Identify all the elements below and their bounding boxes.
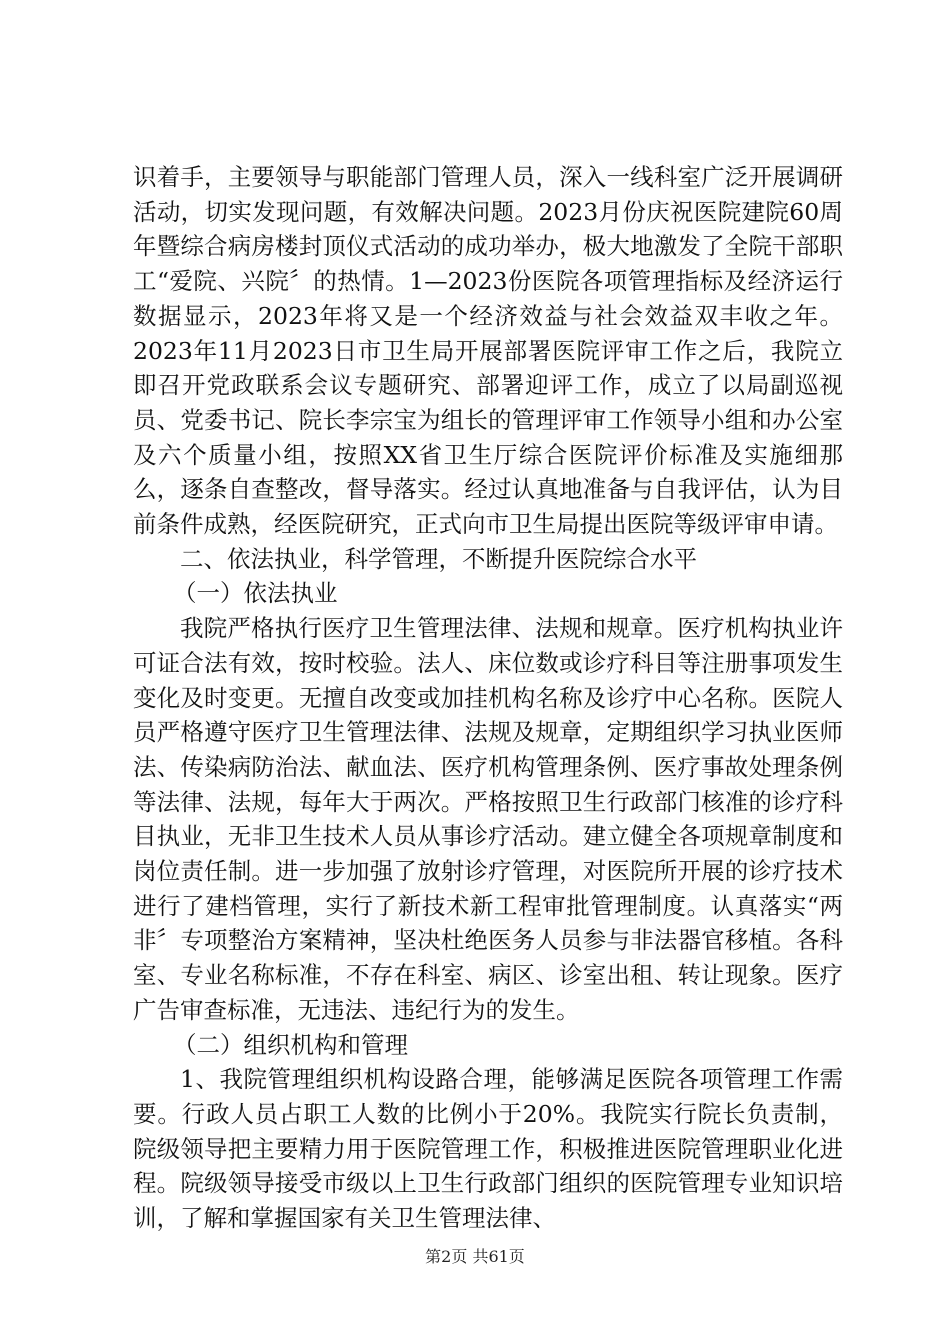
document-body bbox=[133, 160, 843, 1236]
subsection-heading-1: （一）依法执业 bbox=[173, 579, 338, 608]
page-footer: 第2页 共61页 bbox=[425, 1247, 525, 1266]
paragraph-legal-practice: 我院严格执行医疗卫生管理法律、法规和规章。医疗机构执业许可证合法有效，按时校验。法人、床位数或诊疗科目等注册事项发生变化及时变更。无擅自改变或加挂机构名称及诊疗中心名称。医院人员严格遵守医疗卫生管理法律、法规及规章，定期组织学习执业医师法、传染病防治法、献血法、医疗机构管理条例、医疗事故处理条例等法律、法规，每年大于两次。严格按照卫生行政部门核准的诊疗科目执业，无非卫生技术人员从事诊疗活动。建立健全各项规章制度和岗位责任制。进一步加强了放射诊疗管理，对医院所开展的诊疗技术进行了建档管理，实行了新技术新工程审批管理制度。认真落实“两非〞专项整治方案精神，坚决杜绝医务人员参与非法器官移植。各科室、专业名称标准，不存在科室、病区、诊室出租、转让现象。医疗广告审查标准，无违法、违纪行为的发生。 bbox=[133, 614, 843, 1024]
section-heading-2: 二、依法执业，科学管理，不断提升医院综合水平 bbox=[180, 544, 697, 573]
paragraph-intro: 识着手，主要领导与职能部门管理人员，深入一线科室广泛开展调研活动，切实发现问题，有效解决问题。2023月份庆祝医院建院60周年暨综合病房楼封顶仪式活动的成功举办，极大地激发了全院干部职工“爱院、兴院〞的热情。1—2023份医院各项管理指标及经济运行数据显示，2023年将又是一个经济效益与社会效益双丰收之年。2023年11月2023日市卫生局开展部署医院评审工作之后，我院立即召开党政联系会议专题研究、部署迎评工作，成立了以局副巡视员、党委书记、院长李宗宝为组长的管理评审工作领导小组和办公室及六个质量小组，按照XX省卫生厅综合医院评价标准及实施细那么，逐条自查整改，督导落实。经过认真地准备与自我评估，认为目前条件成熟，经医院研究，正式向市卫生局提出医院等级评审申请。 bbox=[133, 163, 843, 539]
subsection-heading-2: （二）组织机构和管理 bbox=[173, 1030, 408, 1059]
paragraph-organization: 1、我院管理组织机构设路合理，能够满足医院各项管理工作需要。行政人员占职工人数的比例小于20%。我院实行院长负责制，院级领导把主要精力用于医院管理工作，积极推进医院管理职业化进程。院级领导接受市级以上卫生行政部门组织的医院管理专业知识培训，了解和掌握国家有关卫生管理法律、 bbox=[133, 1065, 843, 1233]
